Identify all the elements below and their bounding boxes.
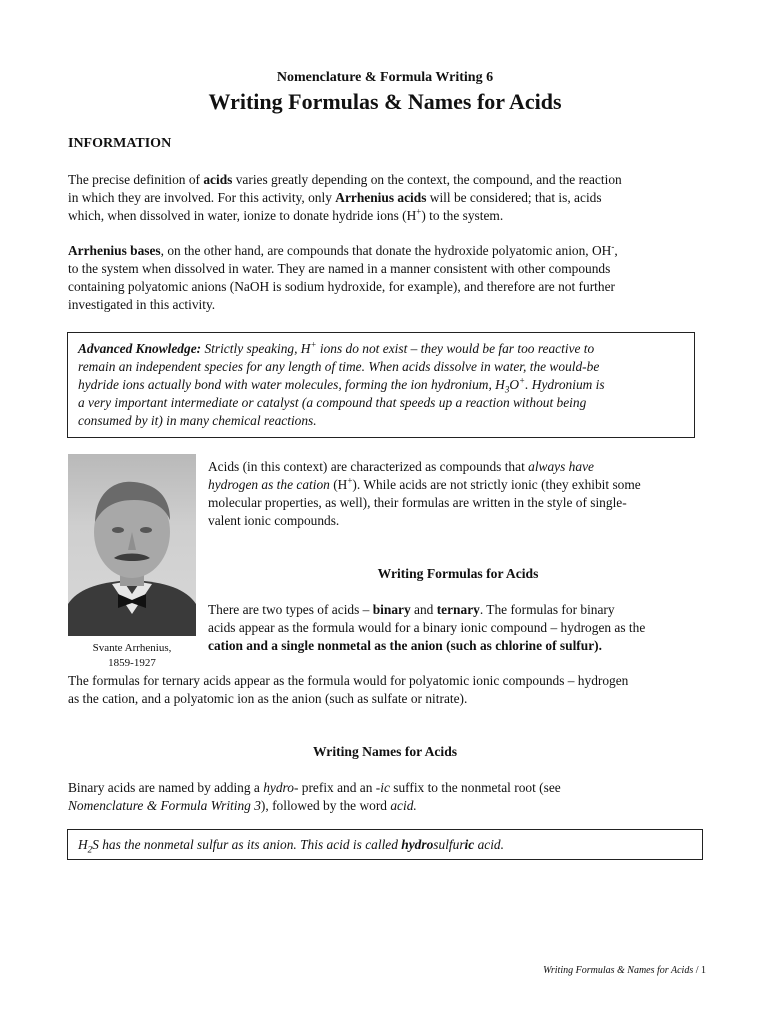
portrait-illustration bbox=[68, 454, 196, 636]
advanced-knowledge-box: Advanced Knowledge: Strictly speaking, H+ ions do not exist – they would be far too reactive to remain an independent species for any length of time. When acids dissolve in water, the would-be hydride ions actually bond with water molecules, forming the ion hydronium, $H_3O^+$. Hydronium is a very important intermediate or catalyst (a compound that speeds up a reaction without being consumed by it) in many chemical reactions. bbox=[67, 332, 695, 438]
paragraph-arrhenius-bases: Arrhenius bases, on the other hand, are compounds that donate the hydroxide polyatomic anion, OH-, to the system when dissolved in water. They are named in a manner consistent with other compounds containing polyatomic anions (NaOH is sodium hydroxide, for example), and therefore are not further investigated in this activity. bbox=[68, 241, 618, 312]
arrhenius-portrait bbox=[68, 454, 196, 636]
paragraph-acid-types: There are two types of acids – binary and ternary. The formulas for binary acids appear as the formula would for a binary ionic compound – hydrogen as the cation and a single nonmetal as the anion (such as chlorine of sulfur). bbox=[208, 602, 646, 653]
writing-formulas-heading: Writing Formulas for Acids bbox=[377, 566, 539, 581]
information-heading: INFORMATION bbox=[68, 136, 172, 151]
paragraph-binary-names: Binary acids are named by adding a hydro- prefix and an -ic suffix to the nonmetal root (see Nomenclature & Formula Writing 3), followed by the word acid. bbox=[68, 780, 561, 813]
paragraph-ternary-acids: The formulas for ternary acids appear as the formula would for polyatomic ionic compounds – hydrogen as the cation, and a polyatomic ion as the anion (such as sulfate or nitrate). bbox=[68, 673, 629, 706]
page-title: Writing Formulas & Names for Acids bbox=[208, 89, 562, 114]
page-footer: Writing Formulas & Names for Acids / 1 bbox=[543, 965, 706, 976]
paragraph-acids-context: Acids (in this context) are characterized as compounds that always have hydrogen as the cation (H+). While acids are not strictly ionic (they exhibit some molecular properties, as well), their formulas are written in the style of single- valent ionic compounds. bbox=[208, 459, 641, 528]
document-subtitle: Nomenclature & Formula Writing 6 bbox=[276, 70, 494, 85]
writing-names-heading: Writing Names for Acids bbox=[312, 744, 458, 759]
example-box: $H_2S$ has the nonmetal sulfur as its anion. This acid is called hydrosulfuric acid. bbox=[67, 829, 703, 860]
paragraph-acids-definition: The precise definition of acids varies greatly depending on the context, the compound, and the reaction in which they are involved. For this activity, only Arrhenius acids will be considered; that is, acids which, when dissolved in water, ionize to donate hydride ions (H+) to the system. bbox=[68, 172, 622, 223]
portrait-caption: Svante Arrhenius, 1859-1927 bbox=[92, 642, 172, 669]
